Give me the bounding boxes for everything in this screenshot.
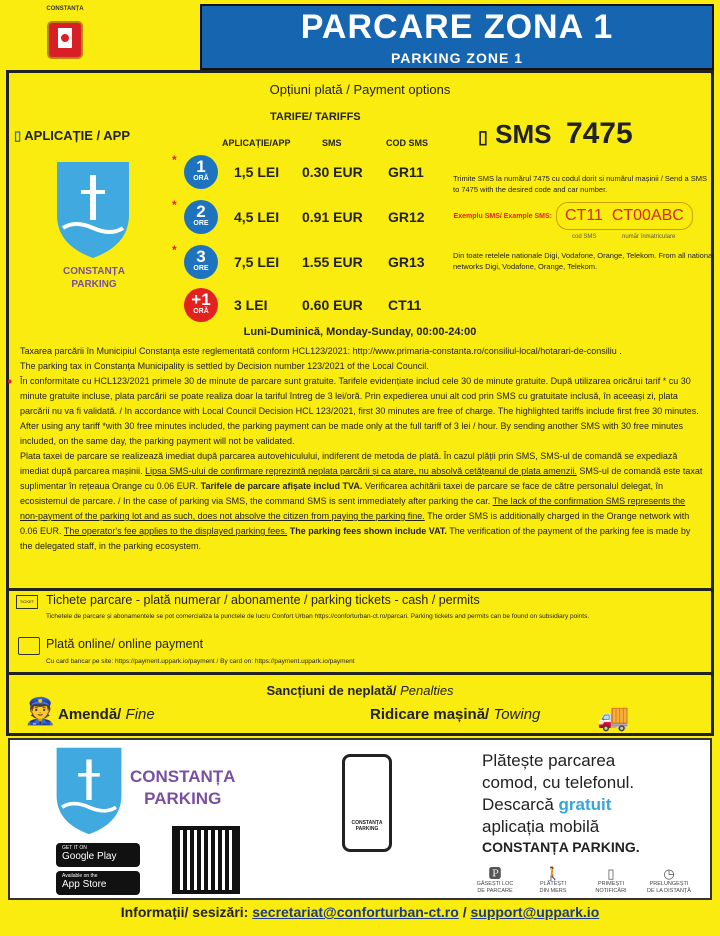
- legal-p4e: Verificarea achitării taxei de parcare se face de către personalul delegat, în ecosistemul de parcare. / In the case of parking via SMS, the command SMS is sent immediately after parking the car.: [20, 481, 664, 506]
- app-label: APLICAȚIE / APP: [24, 128, 130, 143]
- feature-line2: DIN MERS: [539, 888, 567, 894]
- legal-p4d: Tarifele de parcare afișate includ TVA.: [200, 481, 363, 491]
- qr-code[interactable]: [172, 826, 240, 894]
- towing-en: Towing: [489, 706, 541, 723]
- legal-p4h: The operator's fee applies to the displayed parking fees.: [63, 526, 288, 536]
- page-title: PARCARE ZONA 1: [300, 8, 614, 46]
- footer-email-secretariat[interactable]: secretariat@conforturban-ct.ro: [252, 904, 459, 920]
- towing-ro: Ridicare mașină/: [370, 706, 490, 723]
- feature-line1: PLĂTEȘTI: [540, 881, 566, 887]
- plate-caption: număr înmatriculare: [622, 234, 676, 240]
- footer-sep: /: [458, 904, 471, 920]
- promo-logo-text: [130, 766, 235, 810]
- penalties-ro: Sancțiuni de neplată/: [266, 683, 397, 698]
- col-header-code: COD SMS: [386, 138, 429, 148]
- app-feature: [526, 866, 580, 895]
- duration-unit: ORE: [193, 220, 209, 227]
- col-header-sms: SMS: [322, 138, 342, 148]
- duration-number: 2: [196, 202, 206, 221]
- sms-price: 1.55 EUR: [302, 254, 363, 270]
- app-price: 7,5 LEI: [234, 254, 280, 270]
- legal-p1: Taxarea parcării în Municipiul Constanța este reglementată conform HCL123/2021: http://www.primaria-constanta.ro/consiliul-local/hotarari-de-consiliu .: [20, 346, 622, 356]
- app-logo-line1: CONSTANȚA: [62, 266, 126, 277]
- google-play-small: GET IT ON: [62, 845, 87, 851]
- constanta-parking-shield-icon: [55, 160, 131, 265]
- tickets-text: Tichetele de parcare și abonamentele se pot comercializa la punctele de lucru Confort Urban https://conforturban-ct.ro/parcari. Parking tickets and permits can be found on subsidiary points.: [46, 613, 590, 620]
- free-minutes-asterisk: *: [172, 198, 177, 212]
- promo-line3a: Descarcă: [482, 795, 559, 814]
- online-payment-icon: [18, 637, 40, 655]
- feature-line1: PRIMEȘTI: [598, 881, 624, 887]
- fine-ro: Amendă/: [58, 706, 122, 723]
- legal-p4a: Plata taxei de parcare se realizează imediat după parcarea autovehiculului, indiferent de metoda de plată. În cazul plății prin SMS, SMS-ul de comandă se expediază imediat după parcarea mașinii.: [20, 451, 678, 476]
- app-price: 1,5 LEI: [234, 164, 280, 180]
- legal-p4c: SMS-ul de comandă este taxat suplimentar în rețeaua Orange cu 0.06 EUR.: [20, 466, 703, 491]
- duration-unit: ORE: [193, 265, 209, 272]
- phone-illustration: [342, 754, 392, 852]
- page-subtitle: PARKING ZONE 1: [391, 50, 523, 66]
- promo-logo-line2: PARKING: [144, 789, 222, 808]
- promo-line1: Plătește parcarea: [482, 751, 616, 770]
- sms-price: 0.91 EUR: [302, 209, 363, 225]
- divider: [8, 588, 712, 591]
- promo-line2: comod, cu telefonul.: [482, 773, 635, 792]
- crest-city-label: CONSTANȚA: [46, 6, 84, 12]
- feature-line2: DE PARCARE: [477, 888, 513, 894]
- app-store-button[interactable]: [56, 871, 140, 895]
- tariffs-heading: TARIFE/ TARIFFS: [270, 111, 361, 123]
- sms-code: GR12: [388, 209, 425, 225]
- sms-example-bubble: [556, 202, 693, 230]
- schedule: Luni-Duminică, Monday-Sunday, 00:00-24:00: [243, 326, 477, 338]
- online-text: Cu card bancar pe site: https://payment.uppark.io/payment / By card on: https://payment.uppark.io/payment: [46, 658, 355, 665]
- promo-gratuit: gratuit: [558, 795, 612, 814]
- duration-badge: [184, 288, 218, 322]
- legal-p4i: The parking fees shown include VAT.: [287, 526, 447, 536]
- phone-icon: ▯: [14, 128, 22, 143]
- legal-p4b: Lipsa SMS-ului de confirmare reprezintă neplata parcării și ca atare, nu absolvă cetățeanul de plata amenzii.: [145, 466, 577, 476]
- duration-number: 3: [196, 247, 206, 266]
- sms-example-code: CT11: [565, 207, 603, 224]
- duration-unit: ORĂ: [193, 175, 209, 182]
- duration-unit: ORĂ: [193, 308, 209, 315]
- duration-number: 1: [196, 157, 206, 176]
- legal-p4g: The order SMS is additionally charged in the Orange network with 0.06 EUR.: [20, 511, 690, 536]
- legal-text: [7, 344, 704, 554]
- penalties-title: [0, 683, 720, 698]
- app-heading: [14, 128, 130, 143]
- sms-price: 0.30 EUR: [302, 164, 363, 180]
- duration-badge: [184, 245, 218, 279]
- legal-p4j: The verification of the payment of the parking fee is made by the delegated staff, in the parking ecosystem.: [20, 526, 691, 551]
- app-price: 3 LEI: [234, 297, 268, 313]
- penalties-en: Penalties: [396, 683, 454, 698]
- sms-instructions: Trimite SMS la numărul 7475 cu codul dorit si numărul mașinii / Send a SMS to 7475 with the desired code and car number.: [453, 174, 707, 194]
- app-logo-line2: PARKING: [71, 279, 117, 290]
- sms-code: CT11: [388, 297, 422, 313]
- app-price: 4,5 LEI: [234, 209, 280, 225]
- sms-label: SMS: [495, 119, 552, 149]
- legal-p3: În conformitate cu HCL123/2021 primele 30 de minute de parcare sunt gratuite. Tarifele evidențiate includ cele 30 de minute gratuite. După utilizarea oricărui tarif * cu 30 minute gratuite incluse, plata parcării se poate realiza doar la tariful întreg de 3 lei/oră. Prin expedierea unui alt cod prin SMS cu gratuitate inclusă, în aceeași zi, plata parcării nu va fi validată. / In accordance with Local Council Decision HCL 123/2021, first 30 minutes are free of charge. The highlighted tariffs include first free 30 minutes. After using any tariff *with 30 free minutes included, the parking payment can be made only at the full tariff of 3 lei / hour. By sending another SMS with 30 free minutes included, on the same day, the parking payment will not be validated.: [20, 376, 699, 446]
- asterisk-icon: ●: [7, 376, 13, 386]
- feature-line2: NOTIFICĂRI: [595, 888, 627, 894]
- feature-icon: 🅿: [488, 866, 502, 881]
- google-play-button[interactable]: [56, 843, 140, 867]
- promo-logo-line1: CONSTANȚA: [130, 767, 236, 786]
- sms-code: GR11: [388, 164, 424, 180]
- promo-line5: CONSTANȚA PARKING.: [482, 839, 640, 855]
- promo-text: [482, 750, 640, 856]
- sms-example-plate: CT00ABC: [611, 207, 684, 224]
- fine-en: Fine: [121, 706, 155, 723]
- feature-icon: 🚶: [544, 866, 562, 881]
- mobile-sms-icon: ▯: [478, 127, 488, 147]
- col-header-app: APLICAȚIE/APP: [222, 138, 291, 148]
- police-officer-icon: 👮: [24, 696, 57, 726]
- footer-contact: [0, 904, 720, 920]
- feature-line1: PRELUNGEȘTI: [649, 881, 689, 887]
- app-feature: [584, 866, 638, 895]
- footer-email-support[interactable]: support@uppark.io: [470, 904, 600, 920]
- feature-line1: GĂSEȘTI LOC: [476, 881, 514, 887]
- phone-app-text: CONSTANȚA PARKING: [351, 820, 383, 832]
- footer-label: Informații/ sesizări:: [120, 904, 253, 920]
- sms-price: 0.60 EUR: [302, 297, 363, 313]
- towing-label: [370, 706, 540, 724]
- tow-truck-icon: 🚚: [597, 702, 630, 732]
- duration-number: +1: [191, 290, 211, 309]
- feature-icon: ▯: [607, 866, 615, 881]
- payment-options-heading: Opțiuni plată / Payment options: [269, 82, 451, 97]
- sms-number: 7475: [565, 117, 633, 150]
- tickets-title: Tichete parcare - plată numerar / abonamente / parking tickets - cash / permits: [46, 593, 480, 607]
- app-store-label: App Store: [62, 879, 107, 890]
- duration-badge: [184, 200, 218, 234]
- sms-example-label: Exemplu SMS/ Example SMS:: [453, 213, 552, 220]
- divider: [8, 672, 712, 675]
- free-minutes-asterisk: *: [172, 243, 177, 257]
- legal-p4f: The lack of the confirmation SMS represents the non-payment of the parking lot and as such, does not absolve the citizen from paying the parking fine.: [20, 496, 686, 521]
- feature-icon: ◷: [663, 866, 675, 881]
- fine-label: [58, 706, 155, 724]
- app-feature: [642, 866, 696, 895]
- duration-badge: [184, 155, 218, 189]
- sms-number-heading: [478, 118, 633, 153]
- legal-p2: The parking tax in Constanța Municipality is settled by Decision number 123/2021 of the Local Council.: [20, 361, 429, 371]
- promo-line3: [482, 794, 640, 816]
- legal-p4: [20, 449, 704, 554]
- free-minutes-asterisk: *: [172, 153, 177, 167]
- google-play-label: Google Play: [62, 851, 117, 862]
- constanta-parking-shield-icon: [54, 746, 124, 841]
- sms-code: GR13: [388, 254, 425, 270]
- ticket-icon: TICKET: [16, 595, 38, 609]
- app-feature: [468, 866, 522, 895]
- sms-networks: Din toate retelele nationale Digi, Vodafone, Orange, Telekom. From all national networks Digi, Vodafone, Orange, Telekom.: [453, 251, 714, 271]
- code-caption: cod SMS: [572, 234, 597, 240]
- legal-p3-wrap: [7, 374, 704, 449]
- city-crest-logo: [40, 14, 90, 66]
- feature-line2: DE LA DISTANȚĂ: [647, 888, 691, 894]
- app-logo-text: [50, 265, 138, 291]
- app-store-small: Available on the: [62, 873, 98, 879]
- online-title: Plată online/ online payment: [46, 637, 204, 651]
- promo-line4: aplicația mobilă: [482, 817, 600, 836]
